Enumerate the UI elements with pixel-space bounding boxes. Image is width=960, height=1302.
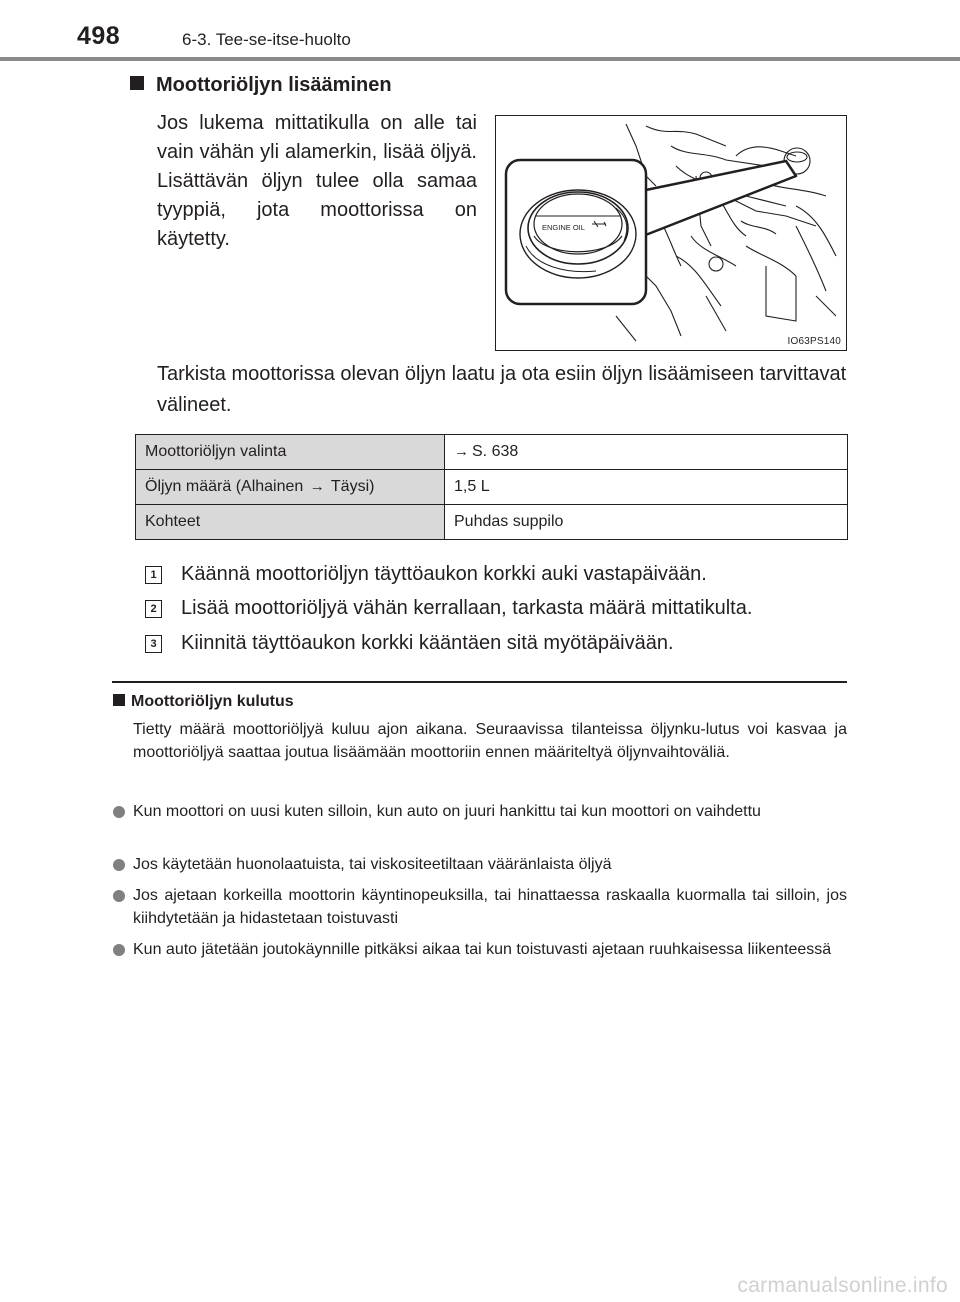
list-item: Jos ajetaan korkeilla moottorin käyntinopeuksilla, tai hinattaessa raskaalla kuormalla tai silloin, jos kiihdytetään ja hidastetaan toistuvasti — [113, 884, 847, 930]
arrow-icon: → — [454, 443, 469, 460]
step-text: Lisää moottoriöljyä vähän kerrallaan, tarkasta määrä mittatikulta. — [181, 597, 753, 619]
square-bullet-icon — [113, 694, 125, 706]
consumption-paragraph: Tietty määrä moottoriöljyä kuluu ajon aikana. Seuraavissa tilanteissa öljynku-lutus voi kasvaa ja moottoriöljyä saattaa joutua lisäämään moottoriin ennen määriteltyä öljynvaihtoväliä. — [133, 721, 847, 761]
section-heading: Moottoriöljyn lisääminen — [130, 74, 392, 97]
list-item: Kun auto jätetään joutokäynnille pitkäksi aikaa tai kun toistuvasti ajetaan ruuhkaisessa liikenteessä — [113, 938, 847, 961]
step-text: Käännä moottoriöljyn täyttöaukon korkki auki vastapäivään. — [181, 563, 707, 585]
page-number: 498 — [77, 22, 121, 50]
engine-oil-label: ENGINE OIL — [542, 223, 585, 232]
bullet-dot-icon — [113, 890, 125, 902]
oil-info-table — [135, 434, 848, 540]
table-cell: Öljyn määrä (Alhainen → Täysi) — [136, 470, 445, 505]
consumption-heading: Moottoriöljyn kulutus — [113, 693, 294, 711]
intro-paragraph: Jos lukema mittatikulla on alle tai vain vähän yli alamerkin, lisää öljyä. Lisättävän öljyn tulee olla samaa tyyppiä, jota moottorissa on käytetty. — [157, 112, 477, 250]
section-title: 6-3. Tee-se-itse-huolto — [182, 30, 351, 49]
step-number-badge: 2 — [145, 600, 162, 618]
bullet-dot-icon — [113, 859, 125, 871]
square-bullet-icon — [130, 76, 144, 90]
section-divider — [112, 681, 847, 683]
engine-oil-cap-figure — [495, 115, 847, 351]
table-cell: Moottoriöljyn valinta — [136, 435, 445, 470]
preparation-paragraph: Tarkista moottorissa olevan öljyn laatu ja ota esiin öljyn lisäämiseen tarvittavat välineet. — [157, 363, 847, 416]
table-cell: → S. 638 — [445, 435, 848, 470]
bullet-dot-icon — [113, 944, 125, 956]
engine-illustration — [496, 116, 847, 351]
step-number-badge: 3 — [145, 635, 162, 653]
table-cell: Kohteet — [136, 505, 445, 540]
bullet-dot-icon — [113, 806, 125, 818]
arrow-icon: → — [309, 478, 325, 495]
table-cell: 1,5 L — [445, 470, 848, 505]
list-item: Kun moottori on uusi kuten silloin, kun auto on juuri hankittu tai kun moottori on vaihdettu — [113, 800, 847, 823]
header-rule — [0, 57, 960, 61]
step-number-badge: 1 — [145, 566, 162, 584]
table-row — [136, 470, 848, 505]
step-text: Kiinnitä täyttöaukon korkki kääntäen sitä myötäpäivään. — [181, 632, 674, 654]
table-row — [136, 435, 848, 470]
page-header — [0, 0, 960, 64]
watermark[interactable]: carmanualsonline.info — [737, 1274, 948, 1297]
figure-code: IO63PS140 — [787, 336, 841, 347]
table-cell: Puhdas suppilo — [445, 505, 848, 540]
table-row — [136, 505, 848, 540]
list-item: Jos käytetään huonolaatuista, tai viskositeetiltaan vääränlaista öljyä — [113, 853, 847, 876]
